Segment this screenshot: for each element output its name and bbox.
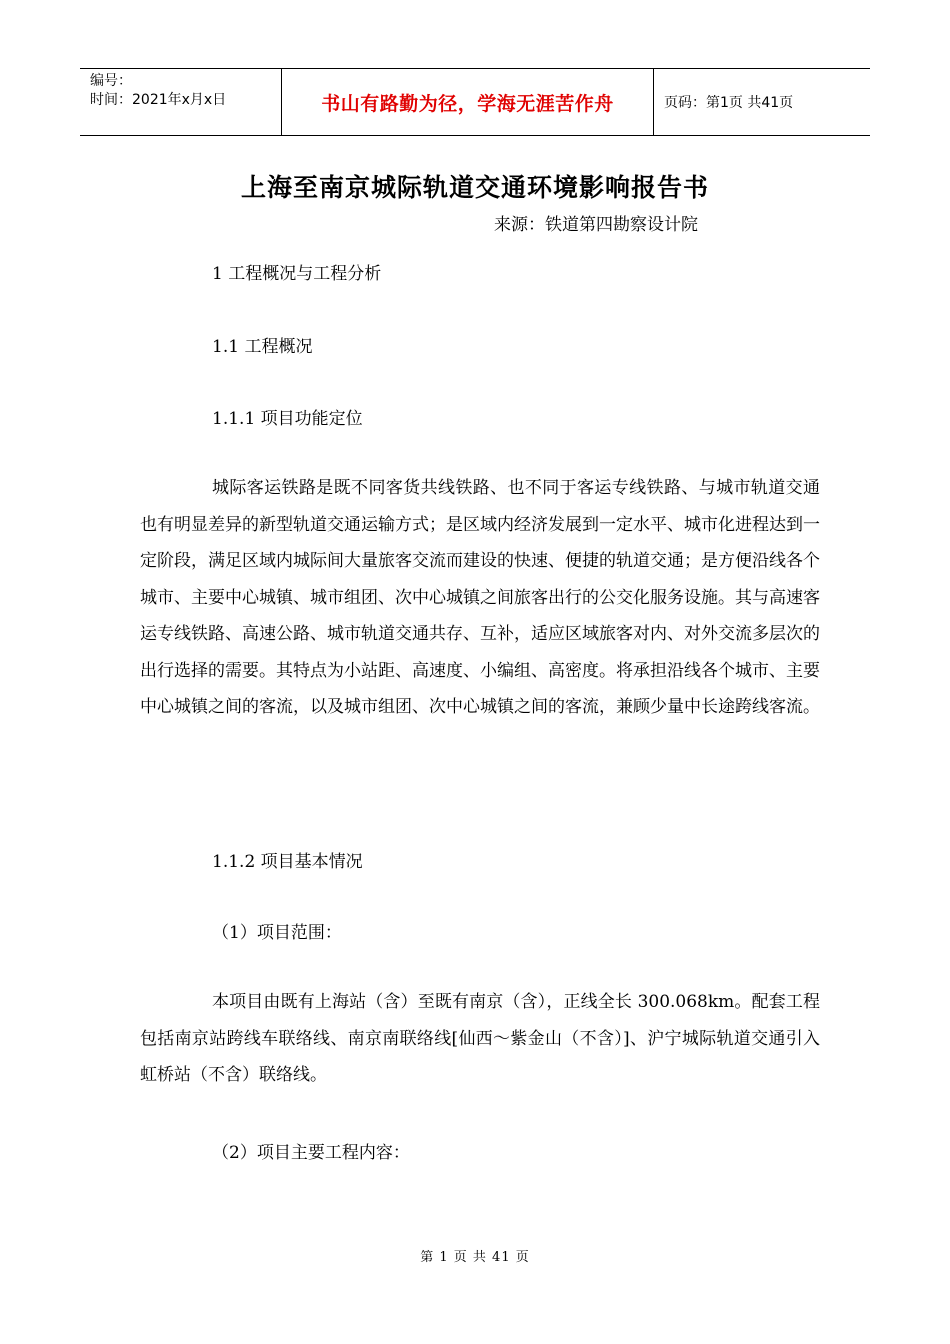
heading-1-1-2: 1.1.2 项目基本情况 [212,852,363,872]
heading-1: 1 工程概况与工程分析 [212,264,382,284]
header-page-cell [654,69,870,135]
heading-1-1-1: 1.1.1 项目功能定位 [212,409,363,429]
item-scope: （1）项目范围： [212,923,342,943]
paragraph-function: 城际客运铁路是既不同客货共线铁路、也不同于客运专线铁路、与城市轨道交通也有明显差异的新型轨道交通运输方式；是区域内经济发展到一定水平、城市化进程达到一定阶段，满足区域内城际间大量旅客交流而建设的快速、便捷的轨道交通；是方便沿线各个城市、主要中心城镇、城市组团、次中心城镇之间旅客出行的公交化服务设施。其与高速客运专线铁路、高速公路、城市轨道交通共存、互补，适应区域旅客对内、对外交流多层次的出行选择的需要。其特点为小站距、高速度、小编组、高密度。将承担沿线各个城市、主要中心城镇之间的客流，以及城市组团、次中心城镇之间的客流，兼顾少量中长途跨线客流。 [140,478,820,717]
header-table [80,68,870,136]
time-label: 时间：2021年x月x日 [90,92,227,108]
page-footer: 第 1 页 共 41 页 [420,1250,530,1265]
page-code: 页码：第1页 共41页 [664,95,794,111]
header-meta [80,69,281,135]
document-source: 来源：铁道第四勘察设计院 [494,215,698,235]
item-main-works: （2）项目主要工程内容： [212,1143,410,1163]
header-motto-cell [281,69,654,135]
number-label: 编号： [90,73,132,89]
paragraph-scope: 本项目由既有上海站（含）至既有南京（含），正线全长 300.068km。配套工程包括南京站跨线车联络线、南京南联络线[仙西～紫金山（不含）]、沪宁城际轨道交通引入虹桥站（不含）联络线。 [140,992,820,1085]
heading-1-1: 1.1 工程概况 [212,337,313,357]
document-title: 上海至南京城际轨道交通环境影响报告书 [240,173,709,202]
motto-text: 书山有路勤为径，学海无涯苦作舟 [321,92,614,115]
